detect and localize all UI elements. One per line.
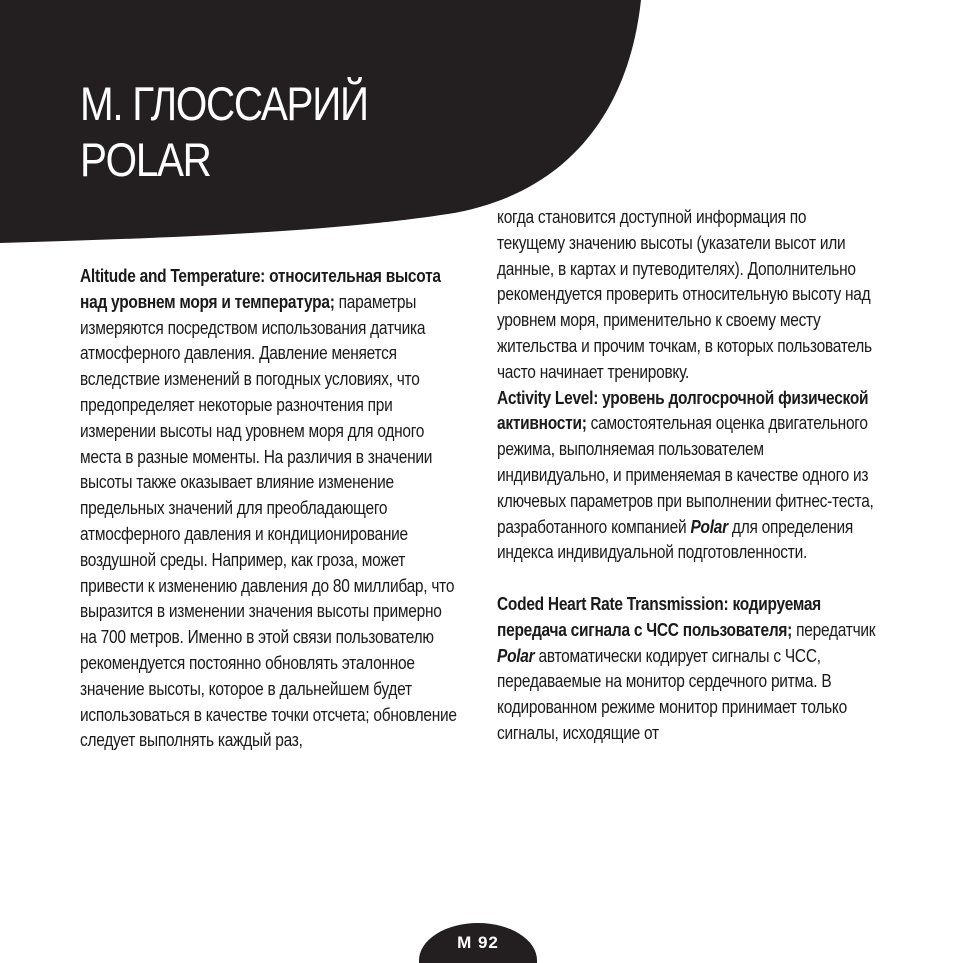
glossary-definition-coded-part2: автоматически кодирует сигналы с ЧСС, передаваемые на монитор сердечного ритма. В кодированном режиме монитор принимает только сигналы, исходящие от	[497, 645, 847, 743]
paragraph-gap	[497, 566, 875, 592]
glossary-term-activity-level: Activity Level: уровень долгосрочной физической активности;	[497, 387, 869, 434]
brand-name-polar: Polar	[690, 516, 728, 537]
page-number: M 92	[457, 933, 499, 952]
glossary-column-left	[80, 264, 458, 754]
glossary-term-coded-transmission: Coded Heart Rate Transmission: кодируемая передача сигнала с ЧСС пользователя;	[497, 593, 821, 640]
brand-name-polar: Polar	[497, 645, 535, 666]
glossary-definition-coded-part1: передатчик	[792, 619, 876, 640]
page-title-line-1: M. ГЛОССАРИЙ	[80, 77, 368, 130]
page-title	[80, 76, 368, 188]
glossary-definition-altitude-continued: когда становится доступной информация по текущему значению высоты (указатели высот или данные, в картах и путеводителях). Дополнительно рекомендуется проверить относительную высоту над уровнем моря, применительно к своему месту жительства и прочим точкам, в которых пользователь часто начинает тренировку.	[497, 207, 872, 382]
page-number-tab	[419, 923, 537, 963]
glossary-column-right	[497, 205, 875, 747]
page-title-line-2: POLAR	[80, 133, 211, 186]
glossary-definition-altitude: параметры измеряются посредством использования датчика атмосферного давления. Давление меняется вследствие изменений в погодных условиях, что предопределяет некоторые разночтения при измерении высоты над уровнем моря для одного места в разные моменты. На различия в значении высоты также оказывает влияние изменение предельных значений для преобладающего атмосферного давления и кондиционирование воздушной среды. Например, как гроза, может привести к изменению давления до 80 миллибар, что выразится в изменении значения высоты примерно на 700 метров. Именно в этой связи пользователю рекомендуется постоянно обновлять эталонное значение высоты, которое в дальнейшем будет использоваться в качестве точки отсчета; обновление следует выполнять каждый раз,	[80, 291, 457, 751]
glossary-definition-activity-part1: самостоятельная оценка двигательного режима, выполняемая пользователем индивидуально, и применяемая в качестве одного из ключевых параметров при выполнении фитнес-теста, разработанного компанией	[497, 413, 874, 537]
glossary-definition-activity-part2: для определения индекса индивидуальной подготовленности.	[497, 516, 854, 563]
glossary-term-altitude: Altitude and Temperature: относительная высота над уровнем моря и температура;	[80, 266, 441, 312]
